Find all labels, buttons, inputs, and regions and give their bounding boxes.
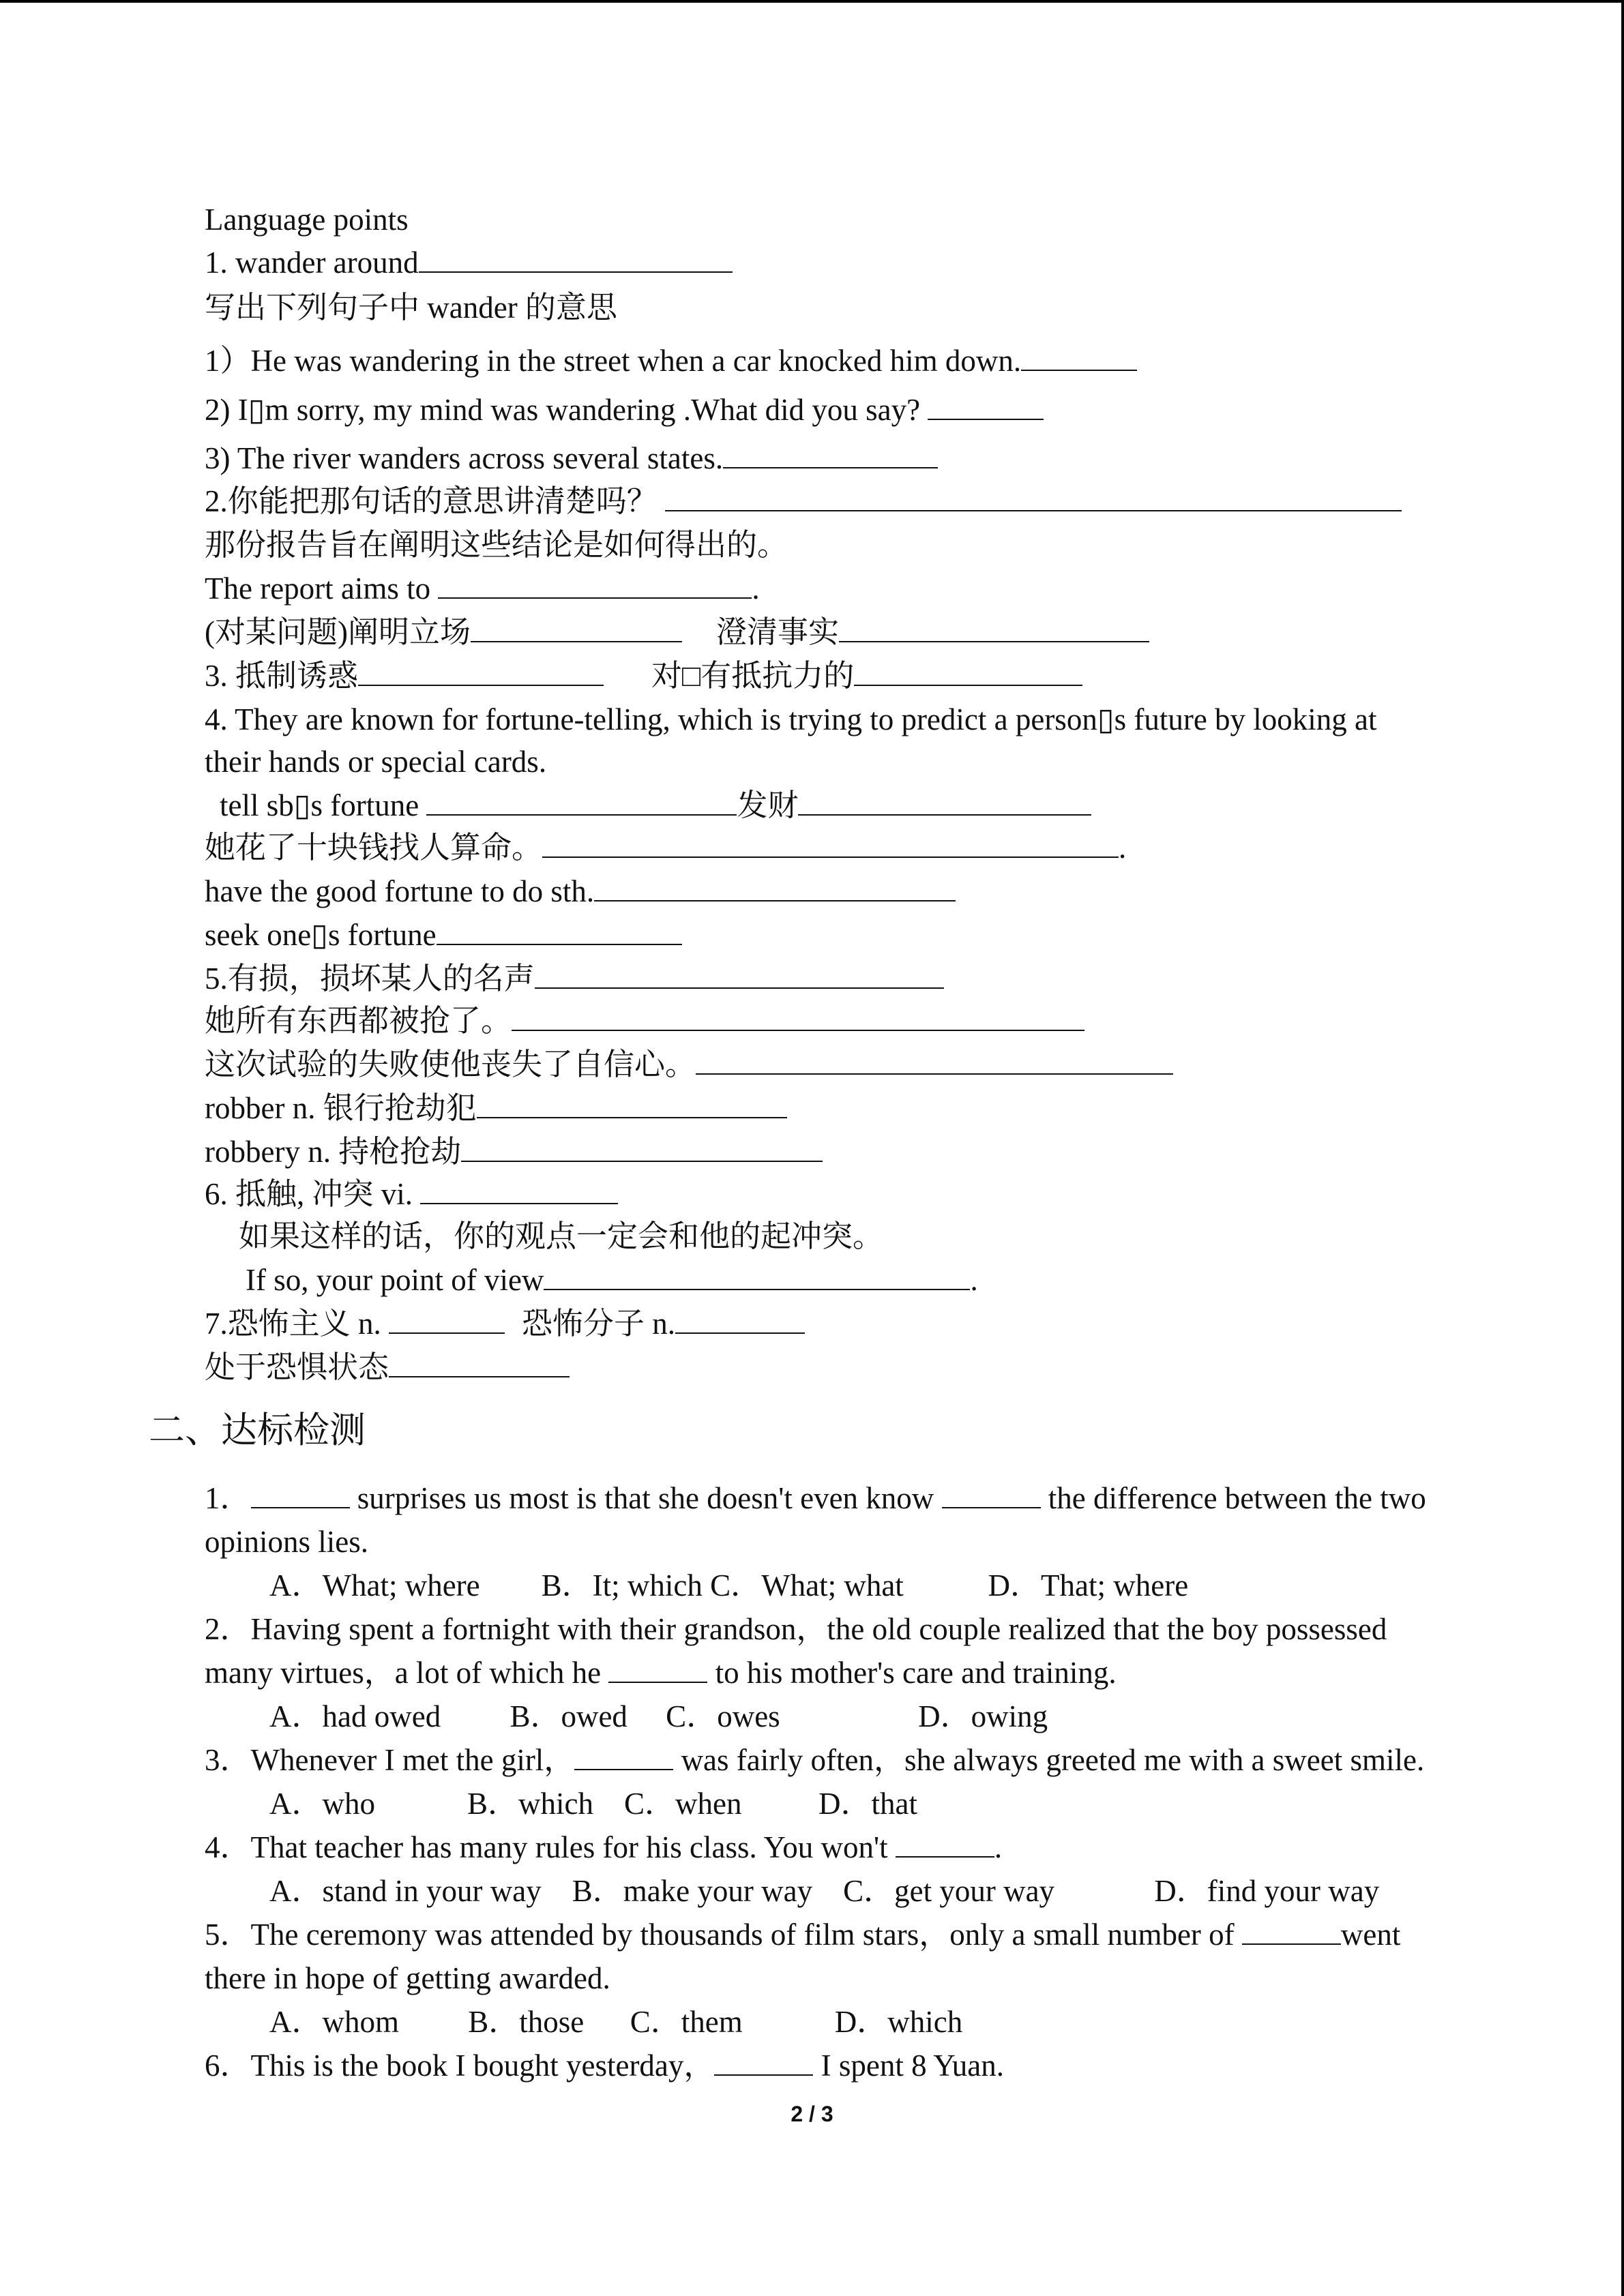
- answer-blank[interactable]: [942, 1478, 1041, 1508]
- answer-blank[interactable]: [358, 656, 604, 686]
- point-4-line-5: have the good fortune to do sth.: [205, 871, 956, 911]
- question-4-options[interactable]: A．stand in your way B．make your way C．get your way D．find your way: [269, 1874, 1380, 1908]
- point-5: 5.有损，损坏某人的名声: [205, 959, 944, 998]
- answer-blank[interactable]: [544, 1260, 970, 1290]
- answer-blank[interactable]: [389, 1304, 505, 1334]
- answer-blank[interactable]: [675, 1304, 805, 1334]
- answer-blank[interactable]: [251, 1478, 350, 1508]
- point-4-line-3: tell sb▯s fortune 发财: [220, 786, 1091, 825]
- answer-blank[interactable]: [839, 612, 1149, 642]
- page-number: 2 / 3: [791, 2102, 833, 2126]
- question-2-line-1: 2．Having spent a fortnight with their grandson，the old couple realized that the boy possessed: [205, 1612, 1387, 1646]
- answer-blank[interactable]: [1242, 1915, 1341, 1945]
- section-2-heading: 二、达标检测: [149, 1410, 366, 1451]
- answer-blank[interactable]: [477, 1088, 787, 1118]
- answer-blank[interactable]: [1021, 341, 1137, 371]
- question-2-line-2: many virtues，a lot of which he to his mother's care and training.: [205, 1653, 1117, 1693]
- answer-blank[interactable]: [471, 612, 682, 642]
- answer-blank[interactable]: [438, 569, 752, 599]
- point-6-line-3: If so, your point of view .: [246, 1260, 978, 1300]
- point-7: 7.恐怖主义 n. 恐怖分子 n.: [205, 1304, 805, 1343]
- answer-blank[interactable]: [389, 1347, 570, 1377]
- answer-blank[interactable]: [798, 786, 1091, 816]
- answer-blank[interactable]: [512, 1001, 1084, 1031]
- answer-blank[interactable]: [928, 390, 1044, 420]
- point-1-sentence-1: 1）He was wandering in the street when a car knocked him down.: [205, 341, 1137, 381]
- question-2-options[interactable]: A．had owed B．owed C．owes D．owing: [269, 1699, 1048, 1733]
- point-1: 1. wander around: [205, 243, 733, 282]
- answer-blank[interactable]: [714, 2046, 813, 2076]
- point-2-line-2: 那份报告旨在阐明这些结论是如何得出的。: [205, 528, 788, 562]
- answer-blank[interactable]: [723, 438, 938, 468]
- section-title: Language points: [205, 203, 409, 237]
- question-5-line-1: 5．The ceremony was attended by thousands of film stars，only a small number of went: [205, 1915, 1400, 1954]
- question-4-line-1: 4．That teacher has many rules for his class. You won't .: [205, 1828, 1002, 1867]
- question-3-line-1: 3．Whenever I met the girl， was fairly often，she always greeted me with a sweet smile.: [205, 1740, 1424, 1780]
- right-border: [1621, 0, 1624, 2296]
- question-3-options[interactable]: A．who B．which C．when D．that: [269, 1787, 917, 1821]
- question-5-options[interactable]: A．whom B．those C．them D．which: [269, 2005, 963, 2039]
- answer-blank[interactable]: [426, 786, 737, 816]
- point-5-line-5: robbery n. 持枪抢劫: [205, 1132, 823, 1172]
- top-border: [0, 0, 1624, 3]
- answer-blank[interactable]: [608, 1653, 707, 1683]
- point-4-line-6: seek one▯s fortune: [205, 915, 682, 955]
- answer-blank[interactable]: [696, 1045, 1173, 1075]
- point-2-line-3: The report aims to .: [205, 569, 760, 608]
- question-5-line-2: there in hope of getting awarded.: [205, 1961, 610, 1995]
- point-7-line-2: 处于恐惧状态: [205, 1347, 570, 1387]
- point-1-prompt: 写出下列句子中 wander 的意思: [205, 290, 617, 325]
- question-6-line-1: 6．This is the book I bought yesterday， I spent 8 Yuan.: [205, 2046, 1004, 2085]
- answer-blank[interactable]: [420, 1174, 618, 1204]
- answer-blank[interactable]: [574, 1740, 673, 1770]
- point-2-line-4: (对某问题)阐明立场 澄清事实: [205, 612, 1149, 652]
- answer-blank[interactable]: [542, 828, 1119, 858]
- question-1-line-2: opinions lies.: [205, 1525, 369, 1559]
- answer-blank[interactable]: [594, 871, 956, 901]
- point-1-sentence-2: 2) I▯m sorry, my mind was wandering .What did you say?: [205, 390, 1044, 430]
- point-5-line-2: 她所有东西都被抢了。: [205, 1001, 1084, 1041]
- answer-blank[interactable]: [535, 959, 944, 989]
- point-4-line-1: 4. They are known for fortune-telling, which is trying to predict a person▯s future by looking at: [205, 702, 1377, 736]
- answer-blank[interactable]: [437, 915, 682, 945]
- point-6: 6. 抵触, 冲突 vi.: [205, 1174, 618, 1214]
- point-5-line-4: robber n. 银行抢劫犯: [205, 1088, 787, 1128]
- point-2: 2.你能把那句话的意思讲清楚吗？: [205, 481, 1402, 521]
- point-3: 3. 抵制诱惑 对□有抵抗力的: [205, 656, 1082, 696]
- point-4-line-4: 她花了十块钱找人算命。 .: [205, 828, 1126, 867]
- answer-blank[interactable]: [461, 1132, 823, 1162]
- point-6-line-2: 如果这样的话，你的观点一定会和他的起冲突。: [239, 1219, 884, 1253]
- answer-blank[interactable]: [896, 1828, 994, 1858]
- question-1-line-1: 1． surprises us most is that she doesn't even know the difference between the two: [205, 1478, 1478, 1518]
- answer-blank[interactable]: [419, 243, 733, 273]
- answer-blank[interactable]: [854, 656, 1082, 686]
- answer-blank[interactable]: [665, 481, 1402, 511]
- point-5-line-3: 这次试验的失败使他丧失了自信心。: [205, 1045, 1173, 1084]
- point-4-line-2: their hands or special cards.: [205, 745, 547, 779]
- point-1-sentence-3: 3) The river wanders across several states.: [205, 438, 938, 478]
- question-1-options[interactable]: A．What; where B．It; which C．What; what D．That; where: [269, 1568, 1189, 1602]
